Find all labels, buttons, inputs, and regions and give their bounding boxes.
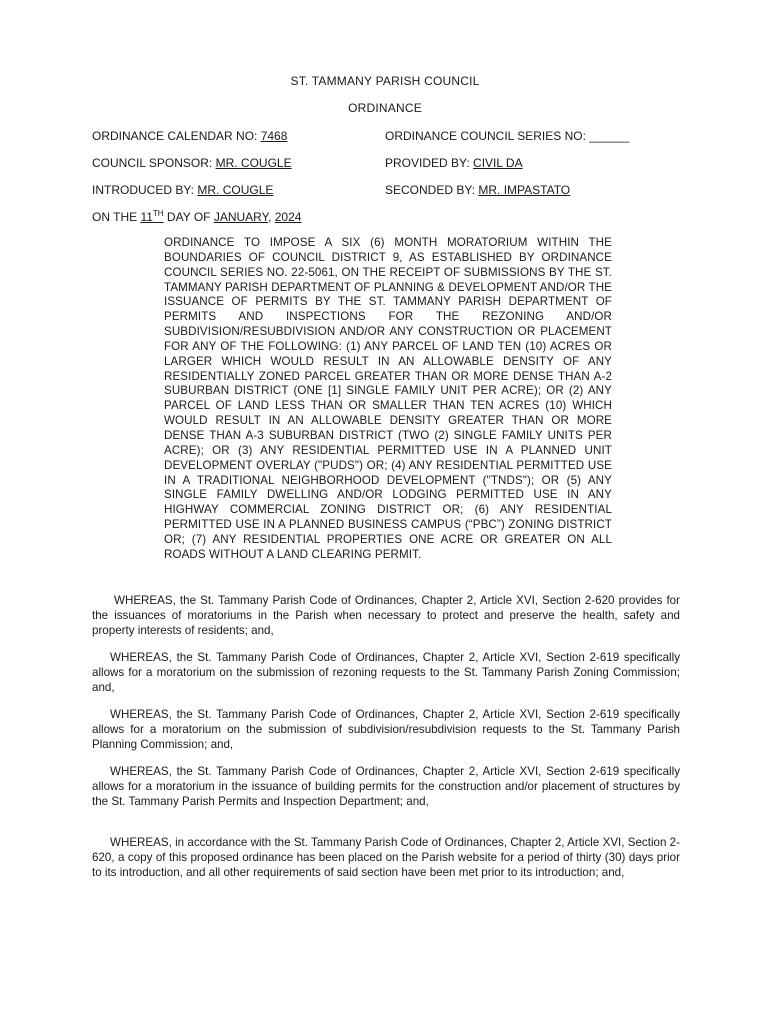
calendar-number-line xyxy=(92,129,287,143)
calendar-number-label: ORDINANCE CALENDAR NO: xyxy=(92,129,261,143)
whereas-paragraph: WHEREAS, the St. Tammany Parish Code of Ordinances, Chapter 2, Article XVI, Section 2-619 specifically allows for a moratorium on the submission of rezoning requests to the St. Tammany Parish Zoning Commission; and, xyxy=(92,651,680,694)
introduced-by-line xyxy=(92,183,273,197)
document-type: ORDINANCE xyxy=(348,101,422,115)
date-year: 2024 xyxy=(274,210,302,224)
council-title: ST. TAMMANY PARISH COUNCIL xyxy=(290,74,480,88)
date-month: JANUARY xyxy=(213,210,269,224)
date-line xyxy=(92,210,301,224)
seconded-by-line xyxy=(385,183,570,197)
date-comma: , xyxy=(268,210,275,224)
provided-by-label: PROVIDED BY: xyxy=(385,156,474,170)
series-number-value: ______ xyxy=(589,129,630,143)
whereas-paragraph: WHEREAS, in accordance with the St. Tammany Parish Code of Ordinances, Chapter 2, Article XVI, Section 2-620, a copy of this proposed ordinance has been placed on the Parish website for a period of thirty (30) days prior to its introduction, and all other requirements of said section have been met prior to its introduction; and, xyxy=(92,836,680,879)
date-day-number: 11 xyxy=(140,210,153,224)
whereas-paragraph: WHEREAS, the St. Tammany Parish Code of Ordinances, Chapter 2, Article XVI, Section 2-620 provides for the issuances of moratoriums in the Parish when necessary to protect and preserve the health, safety and property interests of residents; and, xyxy=(92,594,680,637)
date-prefix: ON THE xyxy=(92,210,141,224)
introduced-by-value: MR. COUGLE xyxy=(197,183,274,197)
whereas-paragraph: WHEREAS, the St. Tammany Parish Code of Ordinances, Chapter 2, Article XVI, Section 2-619 specifically allows for a moratorium in the issuance of building permits for the construction and/or placement of structures by the St. Tammany Parish Permits and Inspection Department; and, xyxy=(92,765,680,808)
date-mid: DAY OF xyxy=(163,210,214,224)
series-number-line xyxy=(385,129,629,143)
provided-by-value: CIVIL DA xyxy=(473,156,523,170)
ordinance-caption: ORDINANCE TO IMPOSE A SIX (6) MONTH MORATORIUM WITHIN THE BOUNDARIES OF COUNCIL DISTRICT 9, AS ESTABLISHED BY ORDINANCE COUNCIL SERIES NO. 22-5061, ON THE RECEIPT OF SUBMISSIONS BY THE ST. TAMMANY PARISH DEPARTMENT OF PLANNING & DEVELOPMENT AND/OR THE ISSUANCE OF PERMITS BY THE ST. TAMMANY PARISH DEPARTMENT OF PERMITS AND INSPECTIONS FOR THE REZONING AND/OR SUBDIVISION/RESUBDIVISION AND/OR ANY CONSTRUCTION OR PLACEMENT FOR ANY OF THE FOLLOWING: (1) ANY PARCEL OF LAND TEN (10) ACRES OR LARGER WHICH WOULD RESULT IN AN ALLOWABLE DENSITY OF ANY RESIDENTIALLY ZONED PARCEL GREATER THAN OR MORE DENSE THAN A-2 SUBURBAN DISTRICT (ONE [1] SINGLE FAMILY UNIT PER ACRE); OR (2) ANY PARCEL OF LAND LESS THAN OR SMALLER THAN TEN ACRES (10) WHICH WOULD RESULT IN AN ALLOWABLE DENSITY GREATER THAN OR MORE DENSE THAN A-3 SUBURBAN DISTRICT (TWO (2) SINGLE FAMILY UNITS PER ACRE); OR (3) ANY RESIDENTIAL PERMITTED USE IN A PLANNED UNIT DEVELOPMENT OVERLAY ("PUDS") OR; (4) ANY RESIDENTIAL PERMITTED USE IN A TRADITIONAL NEIGHBORHOOD DEVELOPMENT ("TNDS"); OR (5) ANY SINGLE FAMILY DWELLING AND/OR LODGING PERMITTED USE IN ANY HIGHWAY COMMERCIAL ZONING DISTRICT OR; (6) ANY RESIDENTIAL PERMITTED USE IN A PLANNED BUSINESS CAMPUS (“PBC”) ZONING DISTRICT OR; (7) ANY RESIDENTIAL PROPERTIES ONE ACRE OR GREATER ON ALL ROADS WITHOUT A LAND CLEARING PERMIT. xyxy=(164,236,612,561)
whereas-paragraph: WHEREAS, the St. Tammany Parish Code of Ordinances, Chapter 2, Article XVI, Section 2-619 specifically allows for a moratorium on the submission of subdivision/resubdivision requests to the St. Tammany Parish Planning Commission; and, xyxy=(92,708,680,751)
date-day xyxy=(140,210,163,224)
sponsor-label: COUNCIL SPONSOR: xyxy=(92,156,216,170)
provided-by-line xyxy=(385,156,523,170)
calendar-number-value: 7468 xyxy=(260,129,288,143)
sponsor-line xyxy=(92,156,292,170)
series-number-label: ORDINANCE COUNCIL SERIES NO: xyxy=(385,129,590,143)
seconded-by-label: SECONDED BY: xyxy=(385,183,479,197)
seconded-by-value: MR. IMPASTATO xyxy=(478,183,571,197)
date-day-suffix: TH xyxy=(152,209,164,218)
sponsor-value: MR. COUGLE xyxy=(215,156,292,170)
introduced-by-label: INTRODUCED BY: xyxy=(92,183,198,197)
